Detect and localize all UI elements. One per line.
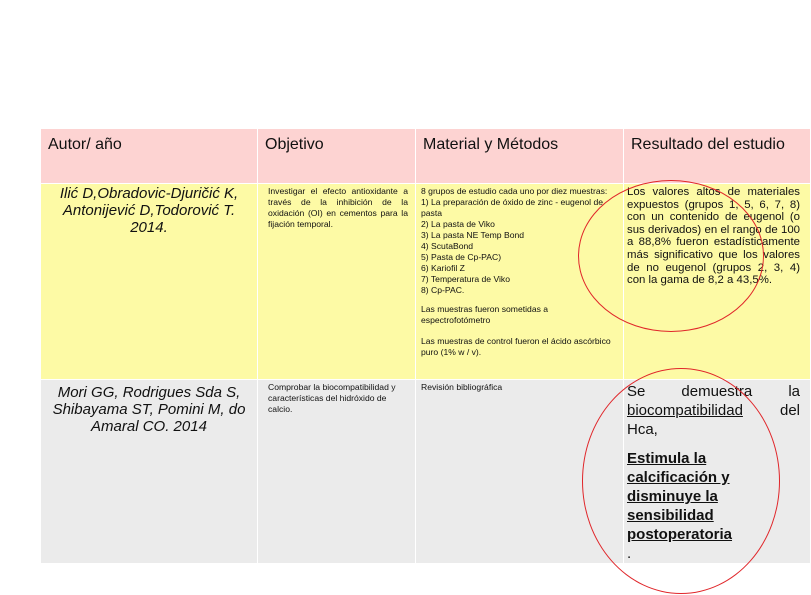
header-row [41, 129, 811, 184]
methods-line: 8) Cp-PAC. [421, 285, 465, 295]
header-methods: Material y Métodos [416, 129, 624, 184]
result-cell: Los valores altos de materiales expuestos (grupos 1, 5, 6, 7, 8) con un contenido de eugenol (o sus derivados) en el rango de 100 a 88,8% fueron estadísticamente más significativo que los valores de no eugenol (grupos 2, 3, 4) con la gama de 8,2 a 43,5%. [624, 184, 811, 380]
methods-note: Las muestras de control fueron el ácido ascórbico puro (1% w / v). [421, 336, 611, 357]
author-cell: Mori GG, Rodrigues Sda S, Shibayama ST, Pomini M, do Amaral CO. 2014 [41, 380, 258, 564]
header-objective: Objetivo [258, 129, 416, 184]
author-cell: Ilić D,Obradovic-Djuričić K, Antonijević D,Todorović T. 2014. [41, 184, 258, 380]
methods-line: Revisión bibliográfica [421, 382, 503, 392]
result-text-a: Se demuestra la [627, 383, 800, 400]
methods-line: 3) La pasta NE Temp Bond [421, 230, 525, 240]
studies-table [40, 128, 811, 564]
result-text-c: del Hca, [627, 402, 800, 438]
methods-line: 2) La pasta de Viko [421, 219, 495, 229]
result-keyword: biocompatibilidad [627, 402, 743, 419]
objective-cell: Comprobar la biocompatibilidad y características del hidróxido de calcio. [258, 380, 416, 564]
result-cell [624, 380, 811, 564]
spacer [421, 296, 617, 304]
result-highlight-text: Estimula la calcificación y disminuye la sensibilidad postoperatoria [627, 450, 733, 543]
methods-note: Las muestras fueron sometidas a espectrofotómetro [421, 304, 549, 325]
methods-cell [416, 184, 624, 380]
methods-line: 7) Temperatura de Viko [421, 274, 511, 284]
methods-line: 8 grupos de estudio cada uno por diez muestras: [421, 186, 608, 196]
spacer [421, 326, 617, 336]
table-row [41, 184, 811, 380]
result-highlight [627, 449, 800, 544]
result-end: . [627, 545, 632, 562]
header-author: Autor/ año [41, 129, 258, 184]
table-row [41, 380, 811, 564]
objective-cell: Investigar el efecto antioxidante a través de la inhibición de la oxidación (OI) en cementos para la fijación temporal. [258, 184, 416, 380]
methods-line: 6) Kariofil Z [421, 263, 465, 273]
header-result: Resultado del estudio [624, 129, 811, 184]
result-text [627, 382, 800, 439]
methods-line: 1) La preparación de óxido de zinc - eugenol de pasta [421, 197, 604, 218]
methods-line: 4) ScutaBond [421, 241, 474, 251]
methods-cell [416, 380, 624, 564]
methods-line: 5) Pasta de Cp-PAC) [421, 252, 502, 262]
